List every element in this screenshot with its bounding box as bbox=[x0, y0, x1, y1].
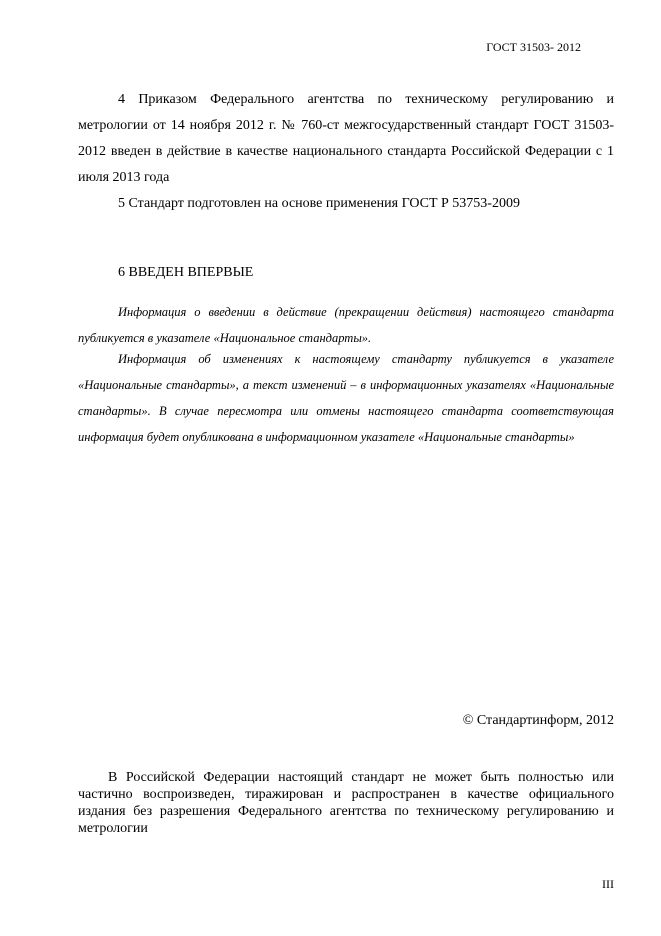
info-changes-note: Информация об изменениях к настоящему стандарту публикуется в указателе «Национальные стандарты», а текст изменений – в информационных указателях «Национальные стандарты». В случае пересмотра или отмены настоящего стандарта соответствующая информация будет опубликована в информационном указателе «Национальные стандарты» bbox=[78, 352, 614, 444]
page-number: III bbox=[602, 877, 614, 891]
info-introduction-note: Информация о введении в действие (прекращении действия) настоящего стандарта публикуется в указателе «Национальное стандарты». bbox=[78, 305, 614, 345]
paragraph-6-heading: 6 ВВЕДЕН ВПЕРВЫЕ bbox=[118, 265, 254, 280]
reproduction-notice: В Российской Федерации настоящий стандарт не может быть полностью или частично воспроизведен, тиражирован и распространен в качестве официального издания без разрешения Федерального агентства по техническому регулированию и метрологии bbox=[78, 770, 614, 836]
paragraph-5-basis: 5 Стандарт подготовлен на основе применения ГОСТ Р 53753-2009 bbox=[118, 196, 520, 211]
copyright-notice: © Стандартинформ, 2012 bbox=[462, 713, 614, 728]
paragraph-4-order: 4 Приказом Федерального агентства по техническому регулированию и метрологии от 14 ноября 2012 г. № 760-ст межгосударственный стандарт ГОСТ 31503-2012 введен в действие в качестве национального стандарта Российской Федерации с 1 июля 2013 года bbox=[78, 92, 614, 185]
document-code-header: ГОСТ 31503- 2012 bbox=[486, 40, 581, 54]
